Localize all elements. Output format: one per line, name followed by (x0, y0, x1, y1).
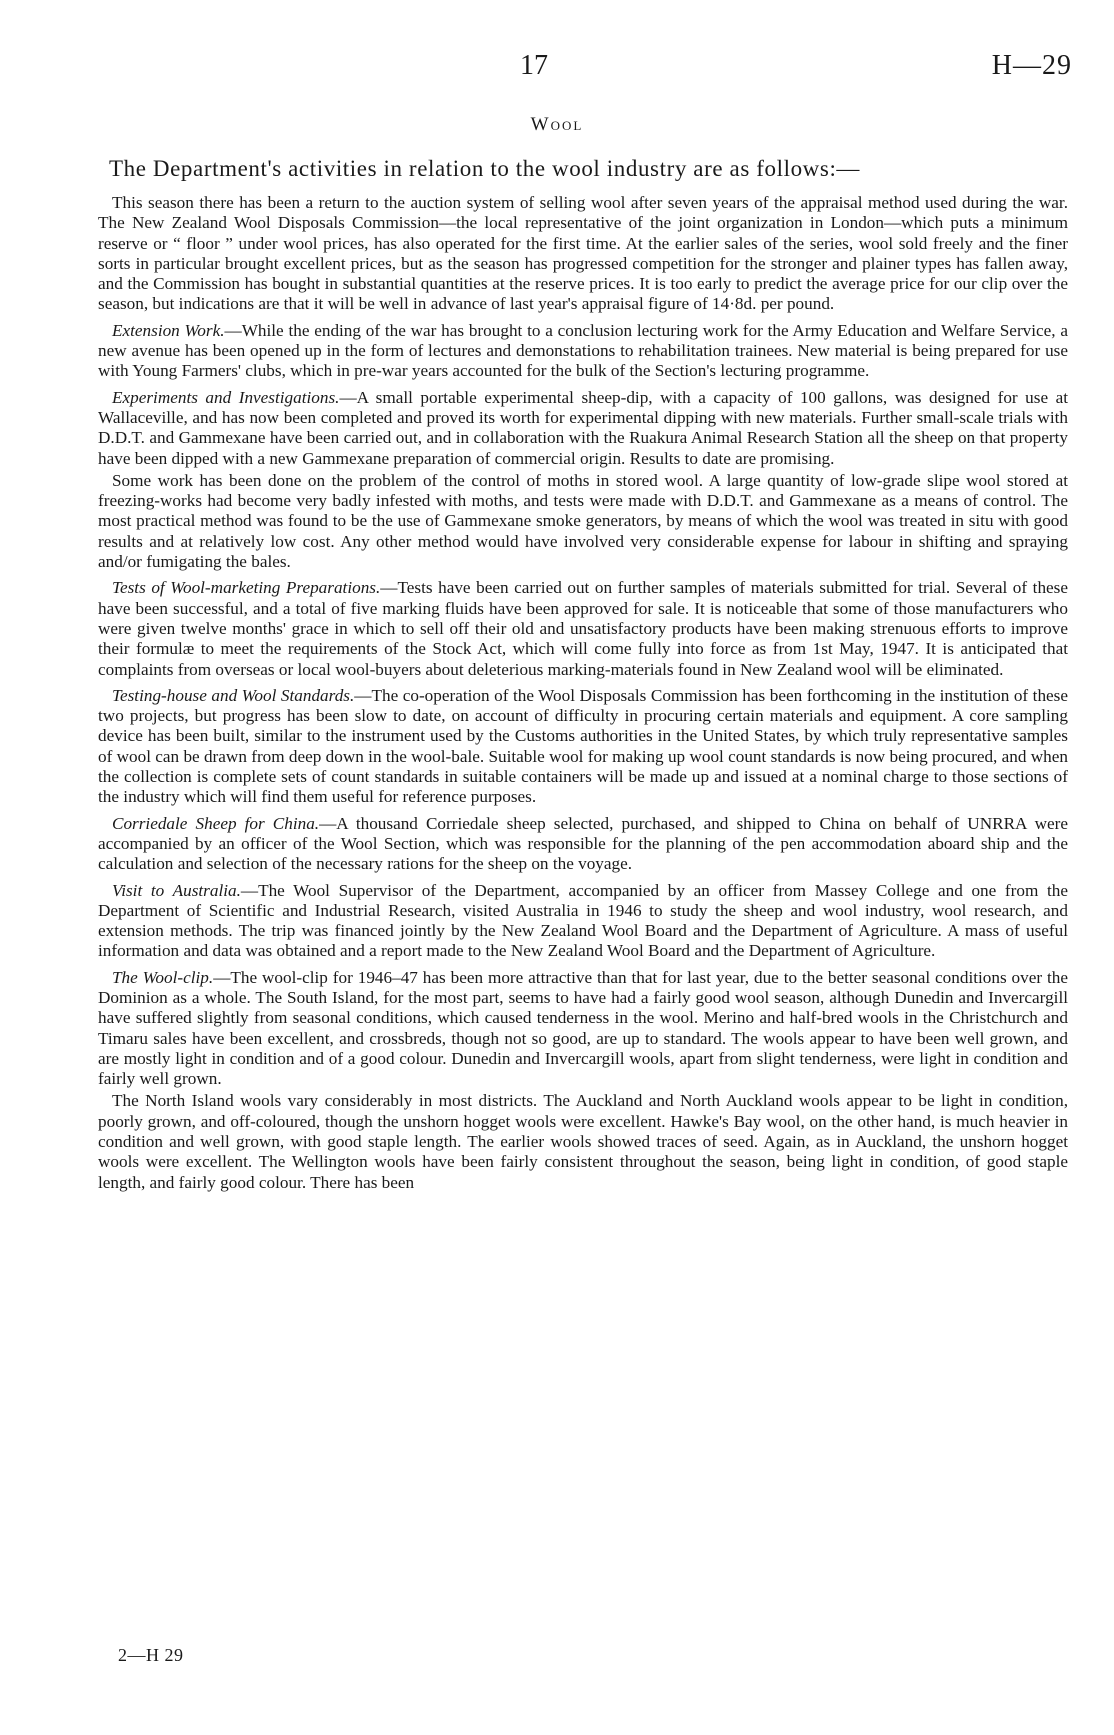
document-reference: H—29 (991, 50, 1072, 81)
paragraph-text: —A thousand Corriedale sheep selected, purchased, and shipped to China on behalf of UNRRA were accompanied by an officer of the Wool Section, which was responsible for the planning of the pen accommodation aboard ship and the calculation and selection of the necessary rations for the sheep on the voyage. (98, 813, 1068, 874)
paragraph-visit-australia (98, 881, 1068, 962)
page-number: 17 (520, 50, 548, 81)
paragraph-heading: Visit to Australia. (112, 880, 241, 900)
paragraph-text: —The co-operation of the Wool Disposals Commission has been forthcoming in the institution of these two projects, but progress has been slow to date, on account of difficulty in procuring certain materials and equipment. A core sampling device has been built, similar to the instrument used by the Customs authorities in the United States, by which truly representative samples of wool can be drawn from deep down in the wool-bale. Suitable wool for making up wool count standards is now being procured, and when the collection is complete sets of count standards in suitable containers will be made up and issued at a nominal charge to those sections of the industry which will find them useful for reference purposes. (98, 685, 1068, 807)
paragraph-heading: Extension Work. (112, 320, 225, 340)
page-header (0, 50, 1114, 90)
paragraph-extension-work (98, 321, 1068, 382)
body-text (98, 193, 1068, 1195)
paragraph-heading: Experiments and Investigations. (112, 387, 340, 407)
paragraph-auction-system (98, 193, 1068, 315)
paragraph-text: —The Wool Supervisor of the Department, accompanied by an officer from Massey College and one from the Department of Scientific and Industrial Research, visited Australia in 1946 to study the sheep and wool industry, wool research, and extension methods. The trip was financed jointly by the New Zealand Wool Board and the Department of Agriculture. A mass of useful information and data was obtained and a report made to the New Zealand Wool Board and the Department of Agriculture. (98, 880, 1068, 961)
paragraph-text: Some work has been done on the problem of the control of moths in stored wool. A large quantity of low-grade slipe wool stored at freezing-works had become very badly infested with moths, and tests were made with D.D.T. and Gammexane as a means of control. The most practical method was found to be the use of Gammexane smoke generators, by means of which the wool was treated in situ with good results and at relatively low cost. Any other method would have involved very considerable expense for labour in shifting and spraying and/or fumigating the bales. (98, 470, 1068, 572)
paragraph-corriedale-sheep (98, 814, 1068, 875)
paragraph-text: The North Island wools vary considerably in most districts. The Auckland and North Auckland wools appear to be light in condition, poorly grown, and off-coloured, though the unshorn hogget wools were excellent. Hawke's Bay wool, on the other hand, is much heavier in condition and well grown, with good staple length. The earlier wools showed traces of seed. Again, as in Auckland, the unshorn hogget wools were excellent. The Wellington wools have been fairly consistent throughout the season, being light in condition, of good staple length, and fairly good colour. There has been (98, 1091, 1068, 1192)
paragraph-testing-house (98, 686, 1068, 808)
paragraph-heading: Tests of Wool-marketing Preparations. (112, 578, 381, 598)
intro-sentence: The Department's activities in relation to the wool industry are as follows:— (109, 156, 861, 181)
paragraph-text: —The wool-clip for 1946–47 has been more attractive than that for last year, due to the better seasonal conditions over the Dominion as a whole. The South Island, for the most part, seems to have had a fairly good wool season, although Dunedin and Invercargill have suffered slightly from seasonal conditions, which caused tenderness in the wool. Merino and half-bred wools in the Christchurch and Timaru sales have been excellent, and crossbreds, though not so good, are up to standard. The wools appear to have been well grown, and are mostly light in condition and of a good colour. Dunedin and Invercargill wools, apart from slight tenderness, were light in condition and fairly well grown. (98, 967, 1068, 1089)
paragraph-text: —While the ending of the war has brought to a conclusion lecturing work for the Army Education and Welfare Service, a new avenue has been opened up in the form of lectures and demonstations to rehabilitation trainees. New material is being prepared for use with Young Farmers' clubs, which in pre-war years accounted for the bulk of the Section's lecturing programme. (98, 320, 1068, 381)
paragraph-heading: The Wool-clip. (112, 967, 214, 987)
paragraph-marketing-preparations (98, 578, 1068, 679)
paragraph-text: —Tests have been carried out on further samples of materials submitted for trial. Several of these have been successful, and a total of five marking fluids have been approved for sale. It is noticeable that some of those manufacturers who were given twelve months' grace in which to sell off their old and unsatisfactory products have been making strenuous efforts to improve their formulæ to meet the requirements of the Stock Act, which will come fully into force as from 1st May, 1947. It is anticipated that complaints from overseas or local wool-buyers about deleterious marking-materials found in New Zealand wool will be eliminated. (98, 578, 1068, 679)
paragraph-text: —A small portable experimental sheep-dip, with a capacity of 100 gallons, was designed for use at Wallaceville, and has now been completed and proved its worth for experimental dipping with new materials. Further small-scale trials with D.D.T. and Gammexane have been carried out, and in collaboration with the Ruakura Animal Research Station all the sheep on that property have been dipped with a new Gammexane preparation of commercial origin. Results to date are promising. (98, 387, 1068, 468)
paragraph-heading: Testing-house and Wool Standards. (112, 685, 355, 705)
paragraph-north-island (98, 1091, 1068, 1192)
paragraph-experiments (98, 388, 1068, 469)
paragraph-moth-control (98, 471, 1068, 572)
paragraph-heading: Corriedale Sheep for China. (112, 813, 320, 833)
paragraph-wool-clip (98, 968, 1068, 1090)
section-title: Wool (530, 114, 584, 135)
paragraph-text: This season there has been a return to the auction system of selling wool after seven years of the appraisal method used during the war. The New Zealand Wool Disposals Commission—the local representative of the joint organization in London—which puts a minimum reserve or “ floor ” under wool prices, has also operated for the first time. At the earlier sales of the series, wool sold freely and the finer sorts in particular brought excellent prices, but as the season has progressed competition for the stronger and plainer types has fallen away, and the Commission has bought in substantial quantities at the reserve prices. It is too early to predict the average price for our clip over the season, but indications are that it will be well in advance of last year's appraisal figure of 14·8d. per pound. (98, 193, 1068, 314)
page-footer-signature: 2—H 29 (118, 1645, 184, 1665)
